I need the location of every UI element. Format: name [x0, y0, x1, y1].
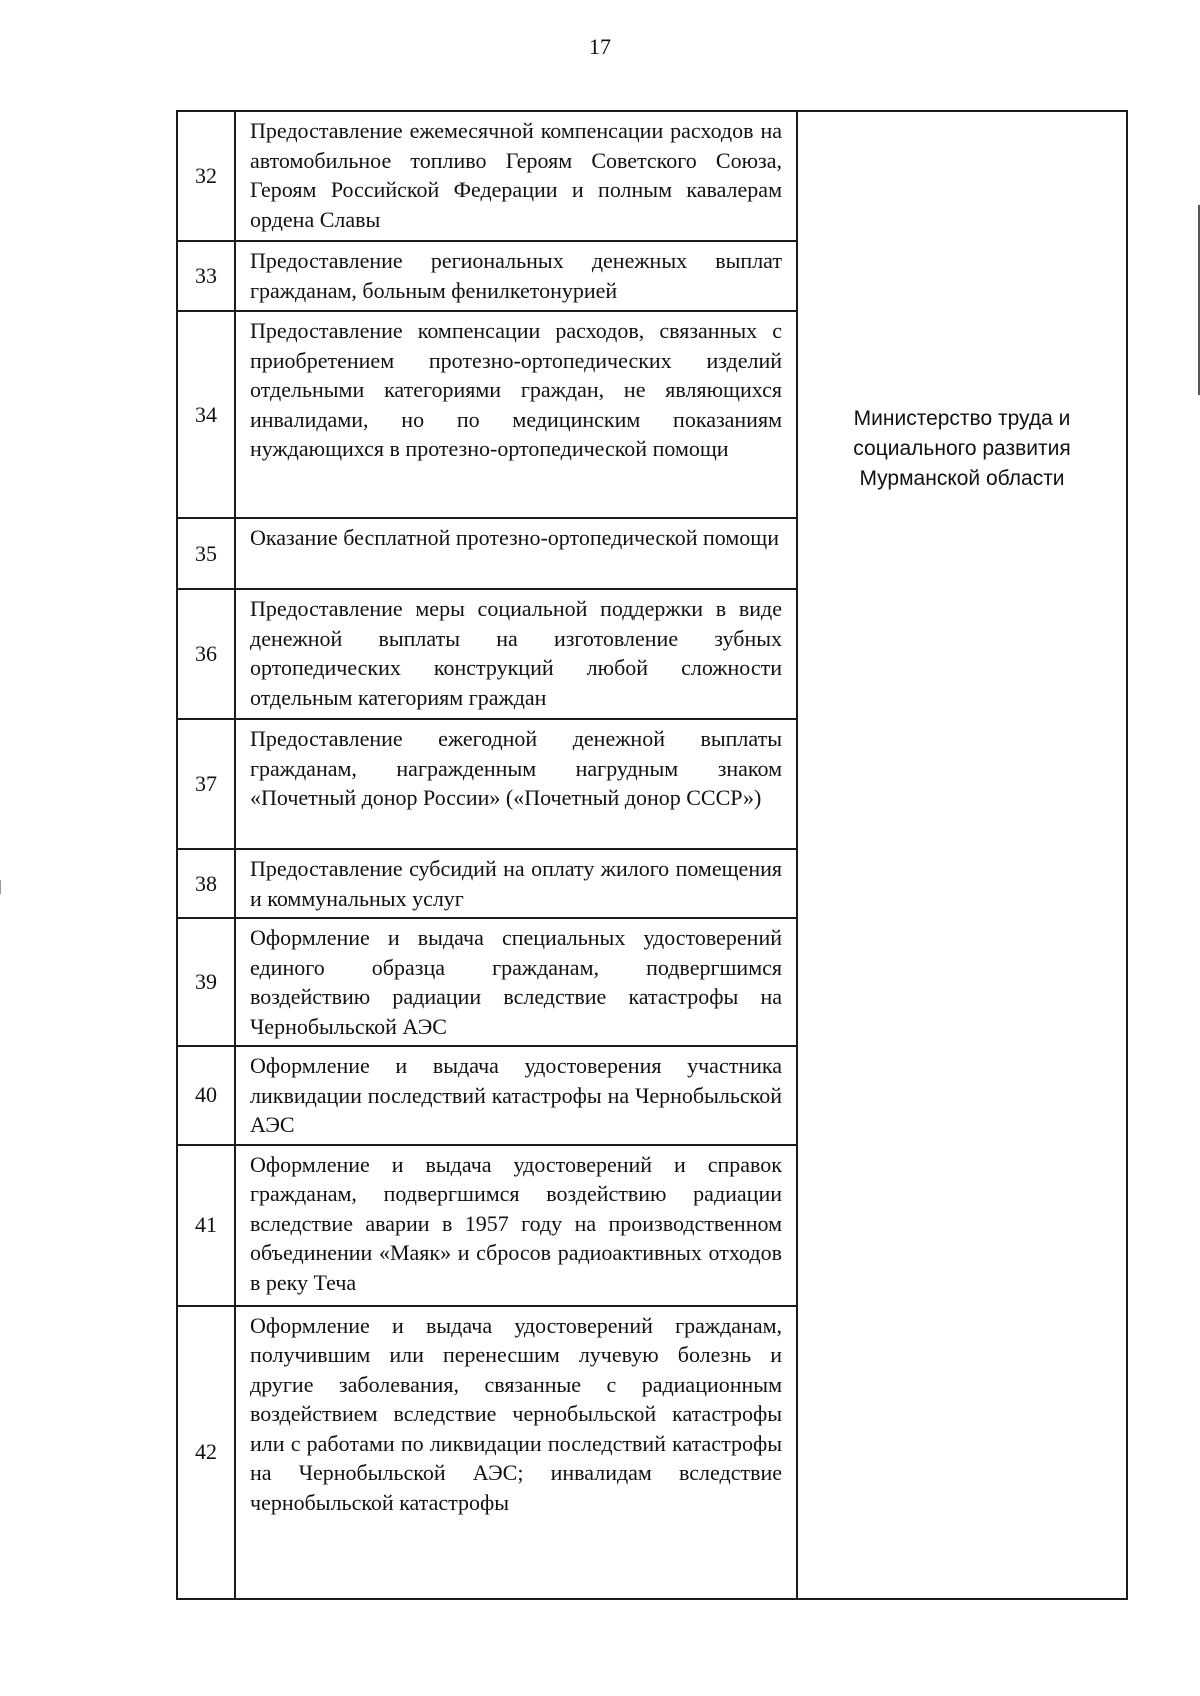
table-row — [177, 111, 1127, 241]
service-description: Оказание бесплатной протезно-ортопедической помощи — [235, 518, 797, 589]
row-number: 40 — [177, 1046, 235, 1145]
service-description: Предоставление ежемесячной компенсации расходов на автомобильное топливо Героям Советского Союза, Героям Российской Федерации и полным кавалерам ордена Славы — [235, 111, 797, 241]
page-number: 17 — [589, 34, 611, 59]
row-number: 37 — [177, 719, 235, 849]
service-description: Предоставление региональных денежных выплат гражданам, больным фенилкетонурией — [235, 241, 797, 311]
row-number: 42 — [177, 1306, 235, 1599]
organization-line: социального развития — [853, 437, 1071, 460]
service-description: Оформление и выдача специальных удостоверений единого образца гражданам, подвергшимся воздействию радиации вследствие катастрофы на Чернобыльской АЭС — [235, 918, 797, 1046]
row-number: 36 — [177, 589, 235, 719]
organization-line: Мурманской области — [859, 467, 1065, 490]
service-description: Предоставление ежегодной денежной выплаты гражданам, награжденным нагрудным знаком «Почетный донор России» («Почетный донор СССР») — [235, 719, 797, 849]
row-number: 32 — [177, 111, 235, 241]
service-description: Оформление и выдача удостоверений и справок гражданам, подвергшимся воздействию радиации вследствие аварии в 1957 году на производственном объединении «Маяк» и сбросов радиоактивных отходов в реку Теча — [235, 1145, 797, 1306]
row-number: 34 — [177, 311, 235, 518]
row-number: 39 — [177, 918, 235, 1046]
row-number: 35 — [177, 518, 235, 589]
row-number: 38 — [177, 849, 235, 918]
organization-line: Министерство труда и — [853, 407, 1071, 430]
row-number: 41 — [177, 1145, 235, 1306]
scan-edge-mark-left — [0, 880, 1, 894]
service-description: Предоставление субсидий на оплату жилого помещения и коммунальных услуг — [235, 849, 797, 918]
service-description: Предоставление компенсации расходов, связанных с приобретением протезно-ортопедических изделий отдельными категориями граждан, не являющихся инвалидами, но по медицинским показаниям нуждающихся в протезно-ортопедической помощи — [235, 311, 797, 518]
services-table — [176, 110, 1128, 1600]
responsible-organization — [797, 111, 1127, 1599]
row-number: 33 — [177, 241, 235, 311]
service-description: Предоставление меры социальной поддержки в виде денежной выплаты на изготовление зубных ортопедических конструкций любой сложности отдельным категориям граждан — [235, 589, 797, 719]
service-description: Оформление и выдача удостоверений гражданам, получившим или перенесшим лучевую болезнь и другие заболевания, связанные с радиационным воздействием вследствие чернобыльской катастрофы или с работами по ликвидации последствий катастрофы на Чернобыльской АЭС; инвалидам вследствие чернобыльской катастрофы — [235, 1306, 797, 1599]
service-description: Оформление и выдача удостоверения участника ликвидации последствий катастрофы на Чернобыльской АЭС — [235, 1046, 797, 1145]
